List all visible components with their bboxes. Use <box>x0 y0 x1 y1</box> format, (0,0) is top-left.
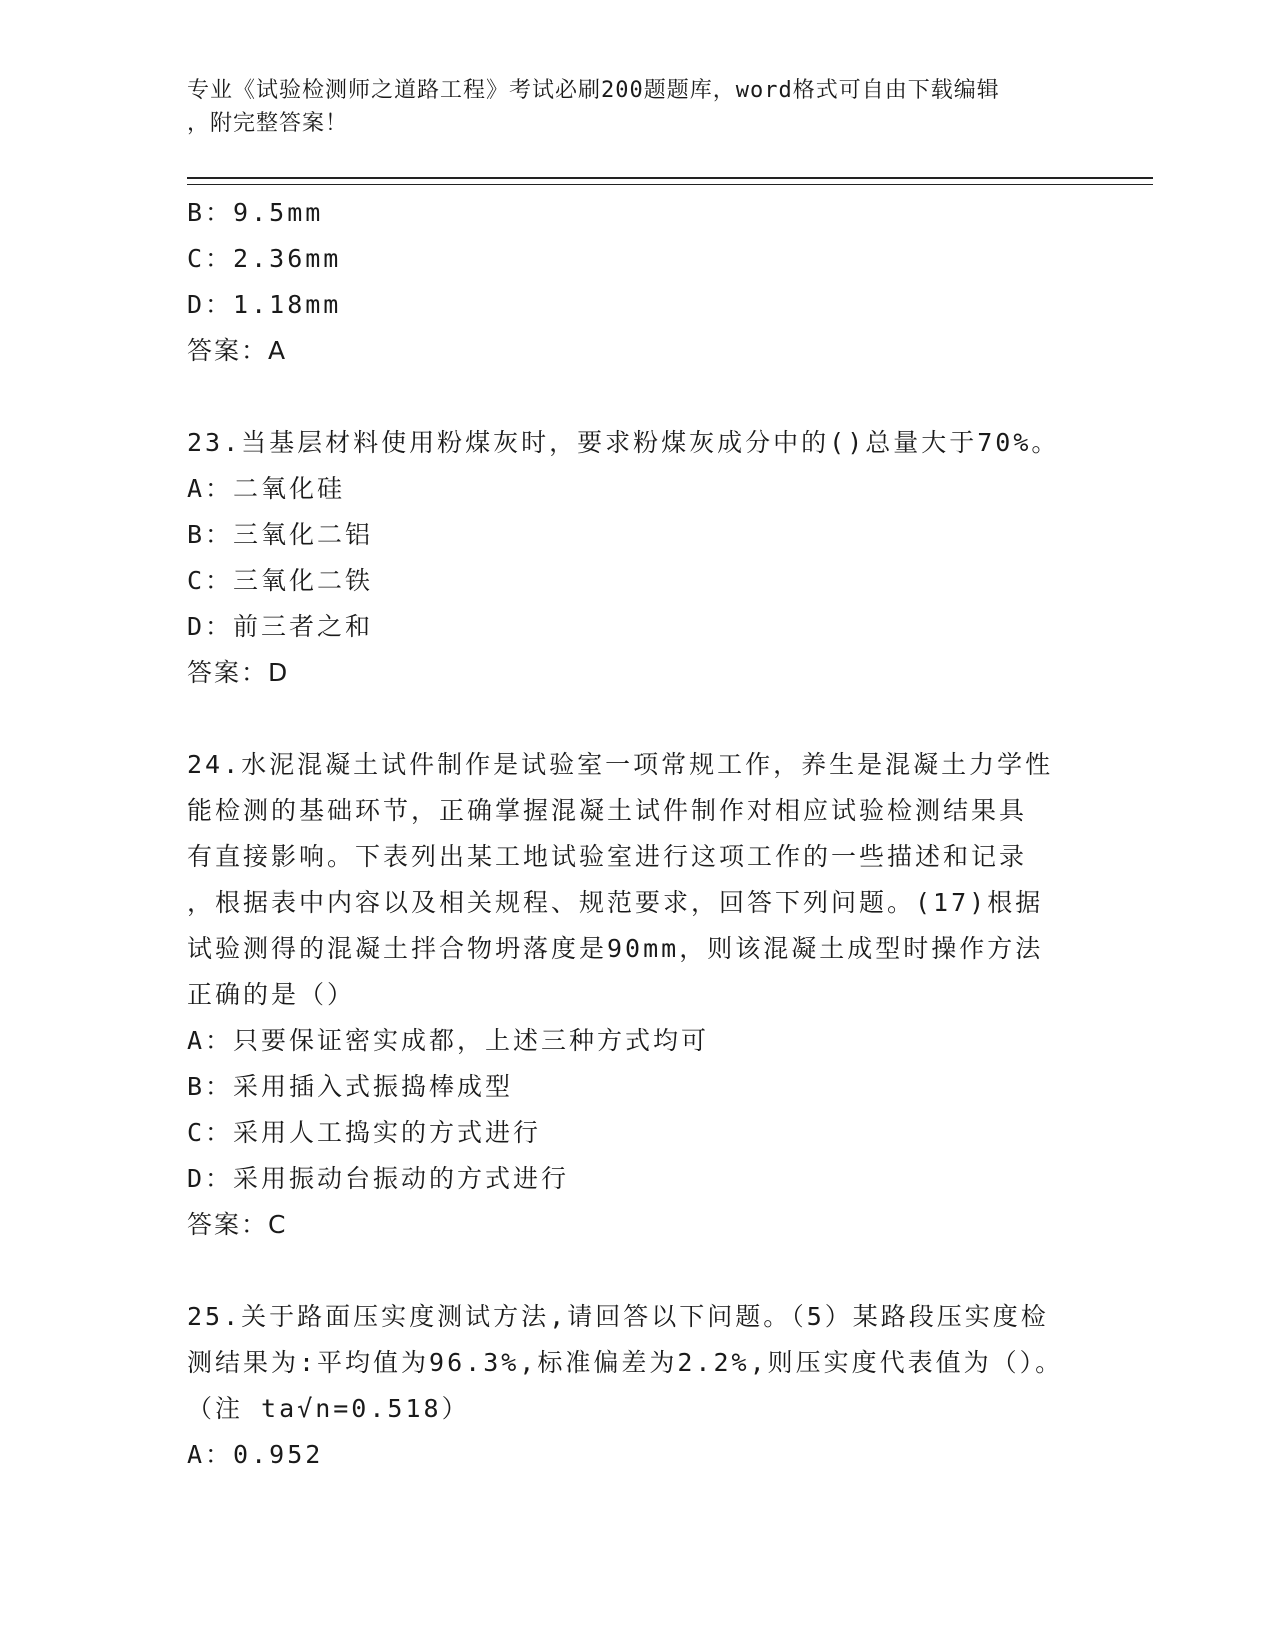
question-23 <box>187 420 1087 696</box>
option-b: B：9.5mm <box>187 198 324 227</box>
option-b: B：采用插入式振捣棒成型 <box>187 1072 514 1101</box>
option-d: D：1.18mm <box>187 290 342 319</box>
spacer <box>187 374 1087 420</box>
option-a: A：只要保证密实成都，上述三种方式均可 <box>187 1026 710 1055</box>
option-a: A：0.952 <box>187 1440 324 1469</box>
page-header <box>187 74 1067 140</box>
option-d: D：采用振动台振动的方式进行 <box>187 1164 570 1193</box>
spacer <box>187 1248 1087 1294</box>
answer: 答案：D <box>187 658 290 687</box>
option-b: B：三氧化二铝 <box>187 520 374 549</box>
option-c: C：三氧化二铁 <box>187 566 374 595</box>
spacer <box>187 696 1087 742</box>
question-stem-line: 24.水泥混凝土试件制作是试验室一项常规工作，养生是混凝土力学性 <box>187 750 1054 779</box>
question-24 <box>187 742 1087 1248</box>
question-22-tail <box>187 190 1087 374</box>
question-stem-line: 能检测的基础环节，正确掌握混凝土试件制作对相应试验检测结果具 <box>187 796 1028 825</box>
question-stem: 23.当基层材料使用粉煤灰时，要求粉煤灰成分中的()总量大于70%。 <box>187 428 1060 457</box>
question-stem-line: 有直接影响。下表列出某工地试验室进行这项工作的一些描述和记录 <box>187 842 1028 871</box>
answer: 答案：A <box>187 336 288 365</box>
option-c: C：采用人工捣实的方式进行 <box>187 1118 542 1147</box>
question-stem-line: 试验测得的混凝土拌合物坍落度是90mm，则该混凝土成型时操作方法 <box>187 934 1044 963</box>
question-content <box>187 190 1087 1478</box>
option-c: C：2.36mm <box>187 244 342 273</box>
option-a: A：二氧化硅 <box>187 474 346 503</box>
header-divider <box>187 177 1153 185</box>
answer: 答案：C <box>187 1210 288 1239</box>
question-25 <box>187 1294 1087 1478</box>
header-title-line-2: ，附完整答案！ <box>187 111 349 136</box>
option-d: D：前三者之和 <box>187 612 374 641</box>
question-stem-line: 正确的是（） <box>187 980 356 1009</box>
question-stem-line: 25.关于路面压实度测试方法,请回答以下问题。（5）某路段压实度检 <box>187 1302 1049 1331</box>
header-title-line-1: 专业《试验检测师之道路工程》考试必刷200题题库，word格式可自由下载编辑 <box>187 78 1000 103</box>
question-stem-line: ，根据表中内容以及相关规程、规范要求，回答下列问题。(17)根据 <box>187 888 1044 917</box>
question-stem-line: （注 ta√n=0.518） <box>187 1394 470 1423</box>
question-stem-line: 测结果为:平均值为96.3%,标准偏差为2.2%,则压实度代表值为（）。 <box>187 1348 1064 1377</box>
